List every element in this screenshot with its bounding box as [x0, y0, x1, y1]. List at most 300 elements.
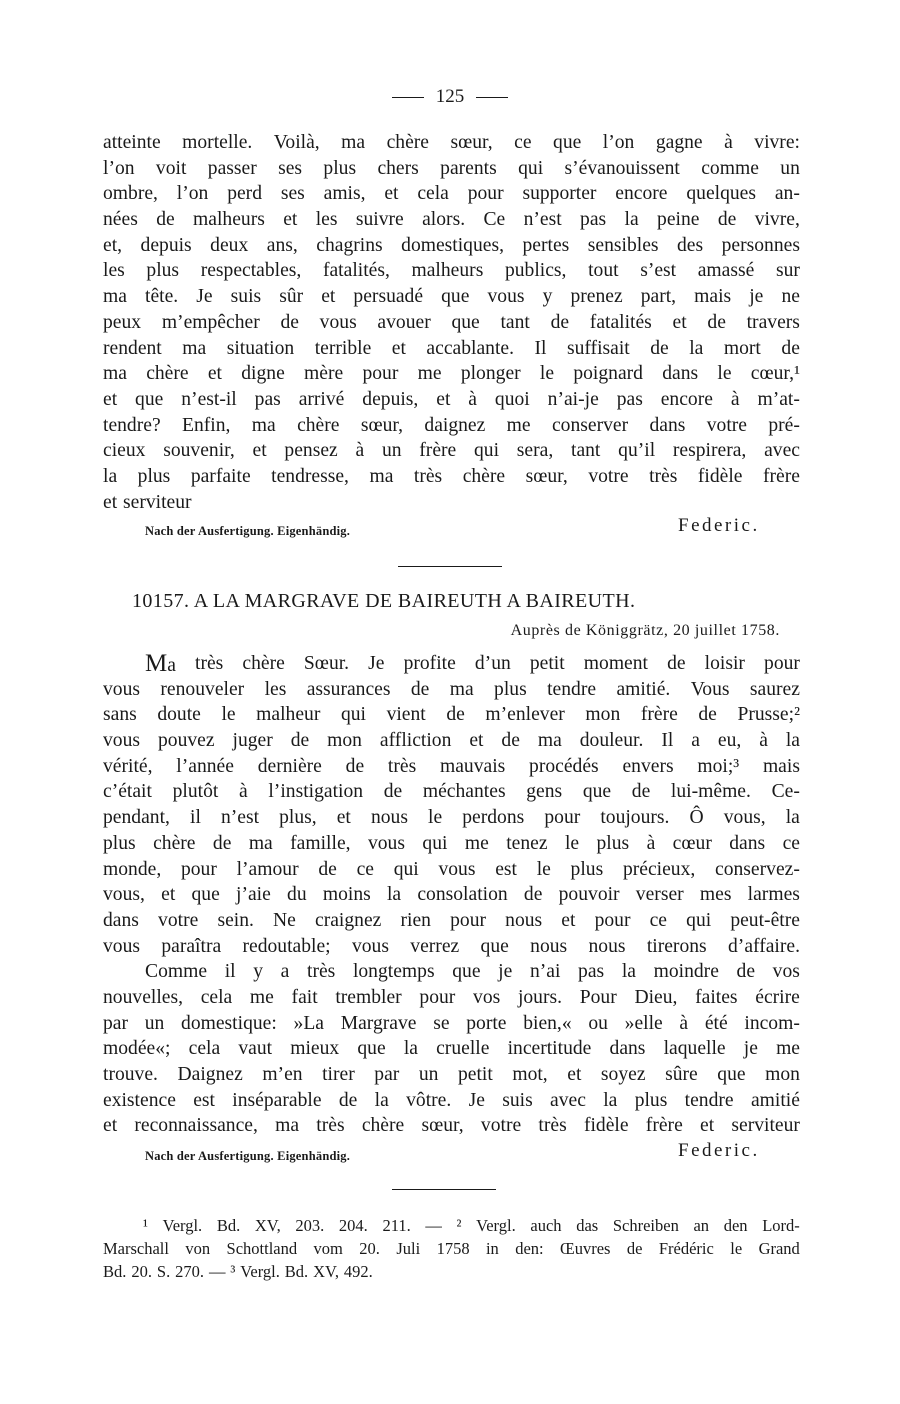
word: nées — [103, 209, 138, 231]
word: Enfin, — [182, 414, 231, 436]
word: vérité, — [103, 755, 153, 777]
word: profite — [403, 653, 456, 674]
word: n’est-il — [181, 388, 237, 410]
word: pas — [580, 209, 607, 231]
word: les — [315, 209, 338, 231]
word: dans — [662, 363, 699, 385]
word: un — [418, 1064, 439, 1085]
word: vaut — [238, 1038, 273, 1060]
word: Voilà, — [273, 132, 320, 153]
word: Il — [661, 730, 674, 752]
word: de — [156, 209, 175, 231]
word: y — [253, 961, 264, 983]
word: et — [103, 1115, 118, 1137]
word: que — [582, 781, 612, 803]
word: chers — [377, 157, 419, 179]
word: m’empêcher — [161, 311, 260, 333]
word: frère — [419, 440, 457, 462]
word: qui — [474, 440, 500, 462]
word: ma — [537, 730, 562, 752]
word: et — [321, 286, 336, 308]
word: votre — [588, 465, 629, 487]
word: respirera, — [672, 440, 747, 462]
word: doute — [157, 704, 201, 726]
word: suivre — [355, 209, 404, 231]
word: il — [190, 807, 201, 829]
word: n’est — [220, 807, 260, 829]
word: Ma — [145, 650, 176, 677]
text-line — [103, 413, 800, 439]
text-line — [103, 1036, 800, 1062]
word: vivre, — [754, 209, 800, 231]
word: plus — [146, 260, 180, 282]
word: ce — [356, 858, 374, 880]
word: jours. — [517, 986, 563, 1008]
section-divider — [398, 566, 502, 567]
word: Lord- — [762, 1216, 800, 1235]
word: 204. — [338, 1216, 368, 1235]
footnote-line — [103, 1260, 800, 1283]
word: incom- — [744, 1012, 800, 1034]
word: voit — [155, 157, 187, 179]
word: renouveler — [160, 678, 245, 700]
word: l’on — [103, 157, 135, 179]
word: vôtre. — [406, 1089, 452, 1111]
word: c’était — [103, 781, 152, 803]
word: cœur,¹ — [750, 363, 800, 385]
word: chère — [386, 132, 429, 153]
word: pré- — [768, 414, 800, 436]
footnotes — [103, 1214, 800, 1283]
word: à — [679, 1012, 689, 1034]
word: Ne — [273, 909, 296, 931]
word: affliction — [379, 730, 452, 752]
word: pertes — [522, 234, 570, 256]
word: mieux — [290, 1038, 340, 1060]
word: de — [717, 209, 737, 231]
word: assurances — [306, 678, 391, 700]
word: écrire — [755, 986, 800, 1008]
word: mon — [327, 730, 362, 752]
word: sera, — [516, 440, 554, 462]
letter-heading: 10157. A LA MARGRAVE DE BAIREUTH A BAIREUTH. — [132, 590, 636, 612]
word: Juli — [396, 1239, 421, 1258]
word: poignard — [573, 363, 643, 385]
word: Je — [468, 1089, 485, 1111]
word: plus — [634, 1089, 668, 1111]
word: — — [208, 1262, 226, 1281]
text-line — [103, 985, 800, 1011]
word: travers — [746, 311, 800, 333]
word: amassé — [697, 260, 755, 282]
word: terrible — [314, 337, 372, 359]
word: consolation — [417, 884, 508, 906]
word: Dieu, — [634, 986, 678, 1008]
word: très — [413, 465, 443, 487]
word: modée«; — [103, 1038, 171, 1060]
word: ce — [514, 132, 532, 153]
word: mon — [585, 704, 621, 726]
word: vous — [367, 832, 405, 854]
word: la — [386, 884, 402, 906]
word: vous, — [723, 807, 766, 829]
word: juger — [232, 730, 273, 752]
word: moindre — [653, 961, 719, 983]
word: eu, — [717, 730, 742, 752]
text-line — [103, 959, 800, 985]
word: Bd. — [216, 1216, 241, 1235]
word: monde, — [103, 858, 162, 880]
word: mot, — [512, 1064, 548, 1085]
word: plus — [103, 832, 136, 854]
word: de — [410, 678, 430, 700]
word: vivre: — [754, 132, 800, 153]
footnote-line — [103, 1214, 800, 1237]
word: qu’il — [618, 440, 656, 462]
word: soyez — [600, 1064, 646, 1085]
text-line — [103, 702, 800, 728]
word: que — [717, 1064, 746, 1085]
word: Marschall — [103, 1239, 169, 1258]
text-line — [103, 754, 800, 780]
word: de — [707, 311, 726, 333]
word: dans — [103, 909, 139, 931]
word: chère — [297, 414, 340, 436]
text-line-first — [103, 651, 800, 677]
word: vom — [313, 1239, 343, 1258]
word: peine — [657, 209, 700, 231]
word: auch — [530, 1216, 562, 1235]
word: pour — [467, 183, 504, 205]
word: qui — [340, 704, 366, 726]
word: laquelle — [663, 1038, 726, 1060]
word: pensez — [284, 440, 338, 462]
word: perd — [227, 183, 263, 205]
word: parfaite — [190, 465, 251, 487]
word: ma — [369, 465, 394, 487]
word: se — [433, 1012, 450, 1034]
word: à — [239, 781, 248, 803]
word: frère — [763, 465, 800, 487]
word: ² — [456, 1216, 462, 1235]
word: de — [290, 730, 310, 752]
word: moment — [583, 653, 648, 674]
word: tenez — [506, 832, 548, 854]
word: que — [357, 1038, 386, 1060]
word: petit — [457, 1064, 493, 1085]
word: le — [536, 858, 551, 880]
word: ma — [251, 414, 276, 436]
footnote-line — [103, 1237, 800, 1260]
text-line — [103, 258, 800, 284]
word: vous — [103, 935, 141, 957]
word: mère — [304, 363, 344, 385]
text-line — [103, 779, 800, 805]
word: de — [736, 961, 756, 983]
word: — — [425, 1216, 442, 1235]
word: nous — [370, 807, 408, 829]
word: XV, — [254, 1216, 281, 1235]
word: ma — [275, 1115, 300, 1137]
text-line — [103, 1113, 800, 1139]
word: de — [631, 781, 651, 803]
word: deux — [210, 234, 249, 256]
word: cela — [200, 986, 233, 1008]
word: cela — [417, 183, 449, 205]
word: saurez — [749, 678, 800, 700]
word: ma — [341, 132, 366, 153]
word: atteinte — [103, 132, 161, 153]
word: plus, — [279, 807, 317, 829]
word: digne — [241, 363, 285, 385]
word: XV, — [313, 1262, 339, 1281]
word: cruelle — [436, 1038, 490, 1060]
word: verser — [635, 884, 684, 906]
word: et — [283, 209, 298, 231]
text-line — [103, 908, 800, 934]
word: S. — [156, 1262, 171, 1281]
word: porte — [466, 1012, 507, 1034]
word: dans — [609, 1038, 646, 1060]
word: et — [469, 730, 484, 752]
word: plus — [570, 858, 604, 880]
word: ses — [278, 157, 303, 179]
text-line — [103, 284, 800, 310]
word: je — [749, 286, 764, 308]
word: encore — [660, 388, 713, 410]
word: les — [264, 678, 287, 700]
word: et — [384, 183, 399, 205]
word: gens — [526, 781, 563, 803]
word: quelques — [686, 183, 756, 205]
word: plus — [137, 465, 171, 487]
word: pouvoir — [558, 884, 620, 906]
word: part, — [640, 286, 677, 308]
word: tendre — [547, 678, 597, 700]
source-note: Nach der Ausfertigung. Eigenhändig. — [145, 1149, 351, 1163]
word: nous — [588, 935, 626, 957]
word: m’enlever — [485, 704, 565, 726]
word: ce — [649, 909, 668, 931]
word: trembler — [335, 986, 402, 1008]
word: de — [626, 1239, 643, 1258]
word: frère — [645, 1115, 683, 1137]
word: la — [689, 337, 704, 359]
word: plus — [494, 678, 527, 700]
footnote-divider — [392, 1189, 496, 1190]
word: accablante. — [426, 337, 514, 359]
word: a — [280, 961, 290, 983]
word: très — [649, 465, 678, 487]
word: bien,« — [523, 1012, 572, 1034]
word: supporter — [522, 183, 597, 205]
word: publics, — [504, 260, 567, 282]
word: n’ai-je — [547, 388, 599, 410]
word: est — [193, 1089, 215, 1111]
word: la — [603, 1089, 618, 1111]
word: vous — [103, 678, 141, 700]
word: redoutable; — [242, 935, 331, 957]
word: un — [144, 1012, 165, 1034]
word: plutôt — [172, 781, 219, 803]
word: frère — [640, 704, 678, 726]
word: d’affaire. — [728, 935, 800, 957]
word: sœur, — [525, 465, 568, 487]
word: des — [677, 234, 704, 256]
word: Vergl. — [240, 1262, 280, 1281]
word: Pour — [579, 986, 617, 1008]
word: den — [723, 1216, 748, 1235]
word: que — [452, 961, 481, 983]
word: que — [451, 311, 480, 333]
word: sans — [103, 704, 137, 726]
word: procédés — [529, 755, 599, 777]
word: »La — [293, 1012, 324, 1034]
word: mauvais — [439, 755, 506, 777]
word: me — [249, 986, 274, 1008]
word: gagne — [655, 132, 703, 153]
word: larmes — [747, 884, 800, 906]
page-number-text: 125 — [435, 86, 465, 107]
word: moins — [322, 884, 371, 906]
word: inséparable — [232, 1089, 322, 1111]
word: et — [161, 884, 176, 906]
word: l’année — [176, 755, 234, 777]
word: la — [624, 209, 639, 231]
text-line — [103, 934, 800, 960]
word: méchantes — [422, 781, 506, 803]
word: Schreiben — [612, 1216, 679, 1235]
word: très — [316, 1115, 345, 1137]
word: de — [501, 730, 520, 752]
word: me — [506, 414, 531, 436]
word: perdons — [462, 807, 525, 829]
word: famille, — [290, 832, 351, 854]
word: pour — [362, 363, 399, 385]
word: l’on — [176, 183, 209, 205]
word: et — [561, 909, 576, 931]
word: fidèle — [697, 465, 743, 487]
word: mort — [723, 337, 761, 359]
word: très — [195, 653, 224, 674]
word: moi;³ — [697, 755, 740, 777]
word: de — [446, 704, 465, 726]
text-line — [103, 181, 800, 207]
word: in — [485, 1239, 499, 1258]
word: tirerons — [646, 935, 707, 957]
word: amitié — [750, 1089, 800, 1111]
word: vous — [438, 858, 476, 880]
word: je — [743, 1038, 758, 1060]
word: chère — [361, 1115, 405, 1137]
word: envers — [622, 755, 674, 777]
word: Je — [368, 653, 385, 674]
word: est — [495, 858, 517, 880]
word: reconnaissance, — [134, 1115, 258, 1137]
word: Sœur. — [303, 653, 350, 674]
word: rendent — [103, 337, 162, 359]
word: ma — [103, 286, 127, 308]
word: Vergl. — [476, 1216, 516, 1235]
word: ou — [588, 1012, 608, 1034]
word: lui-même. — [670, 781, 751, 803]
word: amis, — [323, 183, 366, 205]
word: n’est — [523, 209, 562, 231]
word: pour — [544, 807, 581, 829]
text-line — [103, 857, 800, 883]
word: chère — [153, 832, 196, 854]
word: trouve. — [103, 1064, 158, 1085]
word: tête. — [145, 286, 179, 308]
word: le — [428, 807, 443, 829]
word: fatalités — [589, 311, 652, 333]
word: votre — [706, 414, 747, 436]
word: de — [345, 755, 365, 777]
word: de — [523, 884, 543, 906]
word: mortelle. — [182, 132, 253, 153]
word: la — [403, 1038, 418, 1060]
text-line — [103, 438, 800, 464]
word: 20. — [131, 1262, 152, 1281]
word: craignez — [315, 909, 382, 931]
word: avec — [764, 440, 800, 462]
word: toujours. — [600, 807, 670, 829]
word: j’aie — [236, 884, 271, 906]
word: mon — [765, 1064, 800, 1085]
word: Prusse;² — [737, 704, 800, 726]
word: vous — [487, 286, 525, 308]
word: pour — [764, 653, 800, 674]
word: sur — [775, 260, 800, 282]
word: conserver — [551, 414, 629, 436]
word: le — [221, 704, 236, 726]
text-line — [103, 156, 800, 182]
word: vous — [351, 935, 389, 957]
word: sûr — [279, 286, 304, 308]
text-line — [103, 310, 800, 336]
word: un — [780, 157, 800, 179]
word: à — [759, 730, 768, 752]
word: qui — [393, 858, 419, 880]
word: de — [550, 311, 570, 333]
word: le — [564, 832, 580, 854]
word: ans, — [266, 234, 298, 256]
dateline: Auprès de Königgrätz, 20 juillet 1758. — [510, 622, 780, 639]
word: sœur, — [421, 1115, 464, 1137]
word: y — [542, 286, 553, 308]
word: dernière — [257, 755, 322, 777]
text-line — [103, 728, 800, 754]
word: votre — [158, 909, 199, 931]
word: s’évanouissent — [564, 157, 680, 179]
word: ce — [782, 832, 800, 854]
word: de — [781, 337, 800, 359]
word: Ce- — [771, 781, 800, 803]
word: petit — [529, 653, 565, 674]
word: Il — [534, 337, 547, 359]
word: été — [704, 1012, 728, 1034]
text-line — [103, 805, 800, 831]
word: suis — [502, 1089, 533, 1111]
text-line — [103, 1088, 800, 1114]
word: avouer — [377, 311, 431, 333]
word: m’at- — [757, 388, 800, 410]
word: et — [567, 1064, 582, 1085]
text-line — [103, 1062, 800, 1088]
word: das — [576, 1216, 599, 1235]
word: chère — [242, 653, 285, 674]
word: nouvelles, — [103, 986, 183, 1008]
